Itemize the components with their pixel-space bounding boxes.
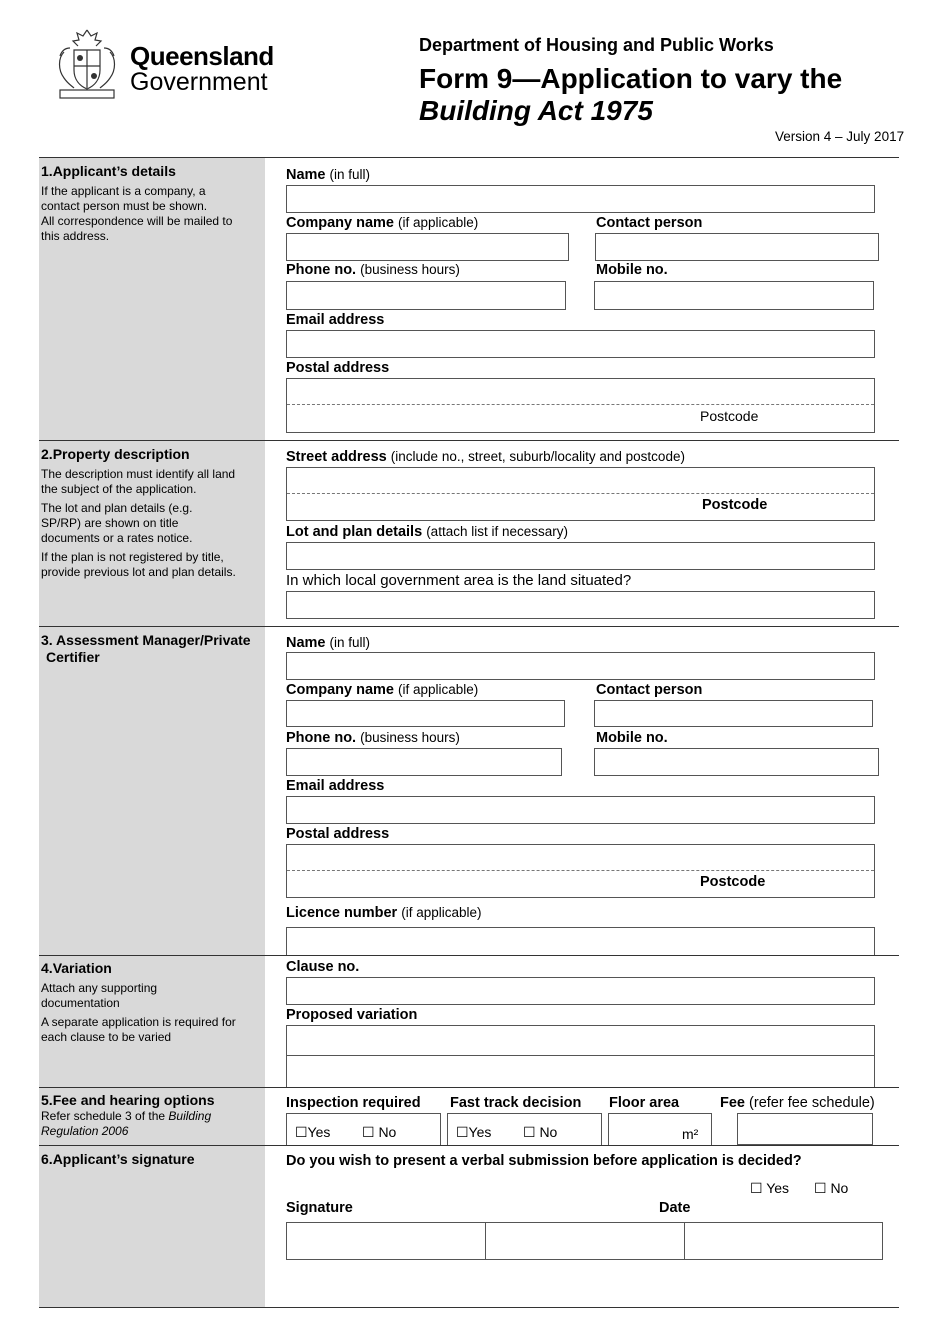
s3-contact-label: Contact person (596, 682, 703, 698)
s6-signature-label: Signature (286, 1200, 353, 1216)
s3-phone-label-text: Phone no. (286, 730, 357, 746)
section-3-heading: 3. Assessment Manager/Private (41, 632, 251, 648)
s3-licence-label (286, 905, 482, 921)
s3-mobile-input[interactable] (594, 748, 879, 776)
version-text: Version 4 – July 2017 (775, 129, 905, 144)
s4-proposed-label: Proposed variation (286, 1007, 418, 1023)
s3-name-label (286, 635, 370, 651)
s1-contact-label: Contact person (596, 215, 703, 231)
s4-proposed-input[interactable] (286, 1025, 875, 1087)
section-divider-3 (39, 955, 899, 956)
section-1-number: 1. (41, 163, 53, 179)
section-6-heading (41, 1151, 257, 1168)
s3-contact-input[interactable] (594, 700, 873, 727)
section-5-note (41, 1109, 231, 1139)
s5-fee-label-text: Fee (720, 1095, 745, 1111)
s3-postal-divider (287, 870, 874, 871)
s5-floor-label: Floor area (609, 1095, 680, 1111)
side-panel-6 (39, 1146, 265, 1307)
s3-postcode-label: Postcode (700, 874, 766, 890)
s2-street-divider (287, 493, 874, 494)
section-2-title: Property description (52, 446, 190, 462)
section-1-sidebar (41, 163, 257, 244)
s3-postal-label: Postal address (286, 826, 390, 842)
s5-inspection-label: Inspection required (286, 1095, 421, 1111)
s5-fee-input[interactable] (737, 1113, 873, 1145)
s1-postcode-label: Postcode (700, 408, 759, 424)
section-2-note-2: The lot and plan details (e.g. SP/RP) are shown on title documents or a rates notice. (41, 501, 193, 545)
qld-government-logo (52, 26, 272, 102)
s3-phone-hint: (business hours) (360, 730, 460, 745)
s3-company-input[interactable] (286, 700, 565, 727)
section-1-note-1: If the applicant is a company, a contact person must be shown. (41, 184, 208, 213)
section-3-sidebar (41, 632, 263, 666)
s6-date-input[interactable] (684, 1222, 883, 1260)
section-5-note-text: Refer schedule 3 of the (41, 1109, 169, 1123)
s2-street-label-text: Street address (286, 449, 387, 465)
s1-name-hint: (in full) (329, 167, 371, 182)
s6-signature-input-2[interactable] (485, 1222, 685, 1260)
s5-fasttrack-no[interactable]: ☐ No (523, 1124, 558, 1140)
section-6-number: 6. (41, 1151, 53, 1167)
s3-phone-label (286, 730, 460, 746)
s3-name-hint: (in full) (329, 635, 371, 650)
s1-postal-input[interactable] (286, 378, 875, 433)
logo-government: Government (130, 68, 268, 96)
form-title: Form 9—Application to vary the (419, 63, 843, 94)
side-panel-3 (39, 627, 265, 955)
section-2-note-1: The description must identify all land the subject of the application. (41, 467, 236, 496)
s3-licence-input[interactable] (286, 927, 875, 955)
section-3-heading-2: Certifier (46, 649, 100, 665)
s1-name-label (286, 167, 370, 183)
section-5-title: Fee and hearing options (52, 1092, 215, 1108)
s3-postal-input[interactable] (286, 844, 875, 898)
section-divider-2 (39, 626, 899, 627)
s5-fee-label (720, 1095, 875, 1111)
s3-name-label-text: Name (286, 635, 326, 651)
s6-verbal-question: Do you wish to present a verbal submission before application is decided? (286, 1153, 802, 1169)
section-4-number: 4. (41, 960, 53, 976)
s1-phone-label (286, 262, 460, 278)
section-2-heading (41, 446, 257, 463)
s2-lot-label (286, 524, 568, 540)
s5-fasttrack-label: Fast track decision (450, 1095, 582, 1111)
section-1-title: Applicant’s details (52, 163, 176, 179)
s1-name-input[interactable] (286, 185, 875, 213)
section-divider-5 (39, 1145, 899, 1146)
s2-lga-question: In which local government area is the land situated? (286, 572, 632, 589)
s1-company-label-text: Company name (286, 215, 394, 231)
section-6-title: Applicant’s signature (52, 1151, 195, 1167)
s5-fee-hint: (refer fee schedule) (749, 1095, 875, 1111)
s2-lot-label-text: Lot and plan details (286, 524, 423, 540)
s3-mobile-label: Mobile no. (596, 730, 668, 746)
s6-date-label: Date (659, 1200, 691, 1216)
s1-company-hint: (if applicable) (398, 215, 479, 230)
s5-fasttrack-yes[interactable]: ☐Yes (456, 1124, 492, 1140)
section-4-note-2: A separate application is required for each clause to be varied (41, 1015, 236, 1044)
section-2-sidebar (41, 446, 257, 580)
s3-licence-hint: (if applicable) (401, 905, 482, 920)
s2-street-hint-open: (i (390, 449, 399, 464)
section-4-heading (41, 960, 257, 977)
section-5-sidebar (41, 1092, 257, 1139)
s1-postal-label: Postal address (286, 360, 390, 376)
section-2-note-3: If the plan is not registered by title, provide previous lot and plan details. (41, 550, 236, 579)
s4-clause-label: Clause no. (286, 959, 360, 975)
s1-contact-input[interactable] (595, 233, 879, 261)
section-4-title: Variation (52, 960, 112, 976)
s1-phone-hint: (business hours) (360, 262, 460, 277)
section-2-number: 2. (41, 446, 53, 462)
s6-signature-input[interactable] (286, 1222, 486, 1260)
s1-phone-label-text: Phone no. (286, 262, 357, 278)
s1-name-label-text: Name (286, 167, 326, 183)
section-divider-1 (39, 440, 899, 441)
s3-email-input[interactable] (286, 796, 875, 824)
s3-company-label-text: Company name (286, 682, 394, 698)
form-title-act: Building Act 1975 (419, 95, 653, 126)
s1-email-input[interactable] (286, 330, 875, 358)
coat-of-arms-icon (52, 26, 122, 102)
s1-mobile-input[interactable] (594, 281, 874, 310)
s3-email-label: Email address (286, 778, 385, 794)
s1-phone-input[interactable] (286, 281, 566, 310)
s1-company-input[interactable] (286, 233, 569, 261)
s1-company-label (286, 215, 478, 231)
s3-phone-input[interactable] (286, 748, 562, 776)
section-5-heading (41, 1092, 257, 1109)
s4-clause-input[interactable] (286, 977, 875, 1005)
s2-street-input[interactable] (286, 467, 875, 521)
section-divider-4 (39, 1087, 899, 1088)
s3-company-label (286, 682, 478, 698)
s1-email-label: Email address (286, 312, 385, 328)
s1-mobile-label: Mobile no. (596, 262, 668, 278)
s1-postal-divider (287, 404, 874, 405)
s5-floor-unit: m² (682, 1126, 699, 1142)
s6-verbal-no[interactable]: ☐ No (814, 1180, 849, 1196)
section-6-sidebar (41, 1151, 257, 1168)
s2-street-hint: nclude no., street, suburb/locality and postcode) (398, 449, 685, 464)
s3-name-input[interactable] (286, 652, 875, 680)
bottom-rule (39, 1307, 899, 1308)
s2-postcode-label: Postcode (702, 497, 768, 513)
section-5-note-regulation: Building Regulation 2006 (41, 1109, 212, 1138)
department-name: Department of Housing and Public Works (419, 35, 774, 55)
s3-licence-label-text: Licence number (286, 905, 398, 921)
s5-inspection-yes[interactable]: ☐Yes (295, 1124, 331, 1140)
s4-proposed-divider (286, 1055, 875, 1056)
section-1-heading (41, 163, 257, 180)
s2-lot-input[interactable] (286, 542, 875, 570)
logo-queensland: Queensland (130, 41, 274, 71)
s2-street-label (286, 449, 685, 465)
section-1-note-2: All correspondence will be mailed to this address. (41, 214, 233, 243)
section-5-number: 5. (41, 1092, 53, 1108)
section-4-note-1: Attach any supporting documentation (41, 981, 158, 1010)
s3-company-hint: (if applicable) (398, 682, 479, 697)
section-4-sidebar (41, 960, 257, 1045)
s2-lga-input[interactable] (286, 591, 875, 619)
s6-verbal-yes[interactable]: ☐ Yes (750, 1180, 790, 1196)
s2-lot-hint: (attach list if necessary) (426, 524, 568, 539)
s5-inspection-no[interactable]: ☐ No (362, 1124, 397, 1140)
